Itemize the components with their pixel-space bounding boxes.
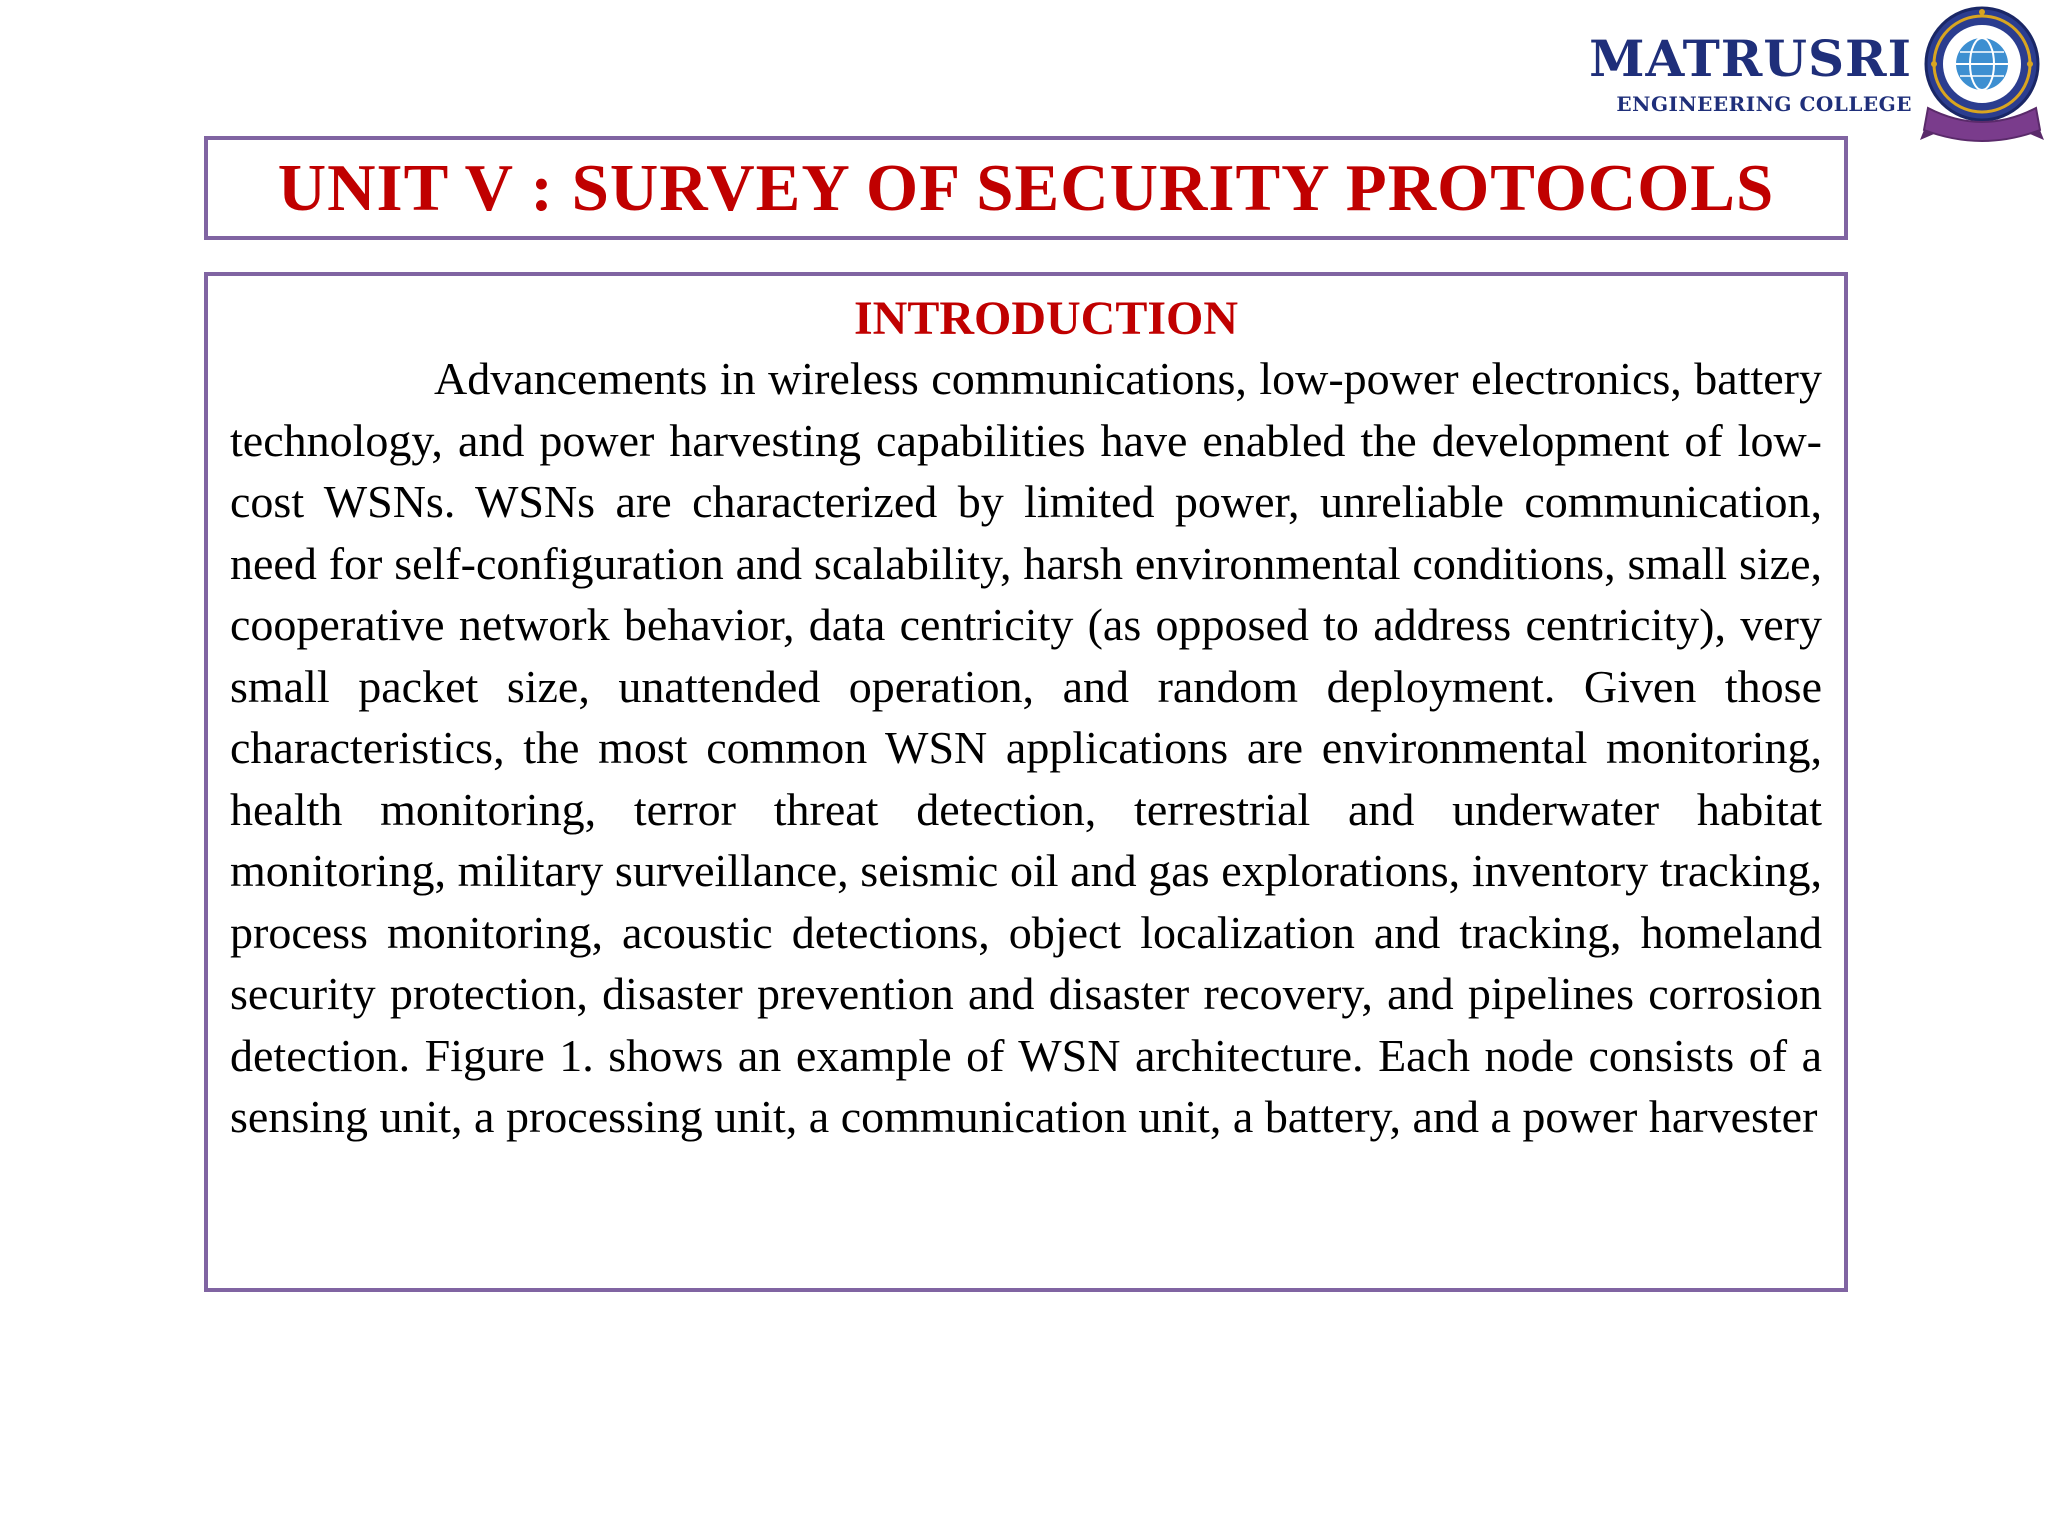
content-box [204,272,1848,1292]
section-heading: INTRODUCTION [853,292,1239,345]
logo-subtitle: ENGINEERING COLLEGE [1616,92,1912,116]
college-logo [1589,4,2044,144]
slide-title: UNIT V : SURVEY OF SECURITY PROTOCOLS [277,150,1775,225]
intro-paragraph: Advancements in wireless communications, low-power electronics, battery technology, and power harvesting capabilities have enabled the development of low-cost WSNs. WSNs are characterized by limited power, unreliable communication, need for self-configuration and scalability, harsh environmental conditions, small size, cooperative network behavior, data centricity (as opposed to address centricity), very small packet size, unattended operation, and random deployment. Given those characteristics, the most common WSN applications are environmental monitoring, health monitoring, terror threat detection, terrestrial and underwater habitat monitoring, military surveillance, seismic oil and gas explorations, inventory tracking, process monitoring, acoustic detections, object localization and tracking, homeland security protection, disaster prevention and disaster recovery, and pipelines corrosion detection. Figure 1. shows an example of WSN architecture. Each node consists of a sensing unit, a processing unit, a communication unit, a battery, and a power harvester [230,353,1822,1142]
logo-name: MATRUSRI [1589,29,1912,88]
logo-wordmark [1589,29,1912,116]
college-emblem-icon [1920,4,2044,144]
title-box [204,136,1848,240]
